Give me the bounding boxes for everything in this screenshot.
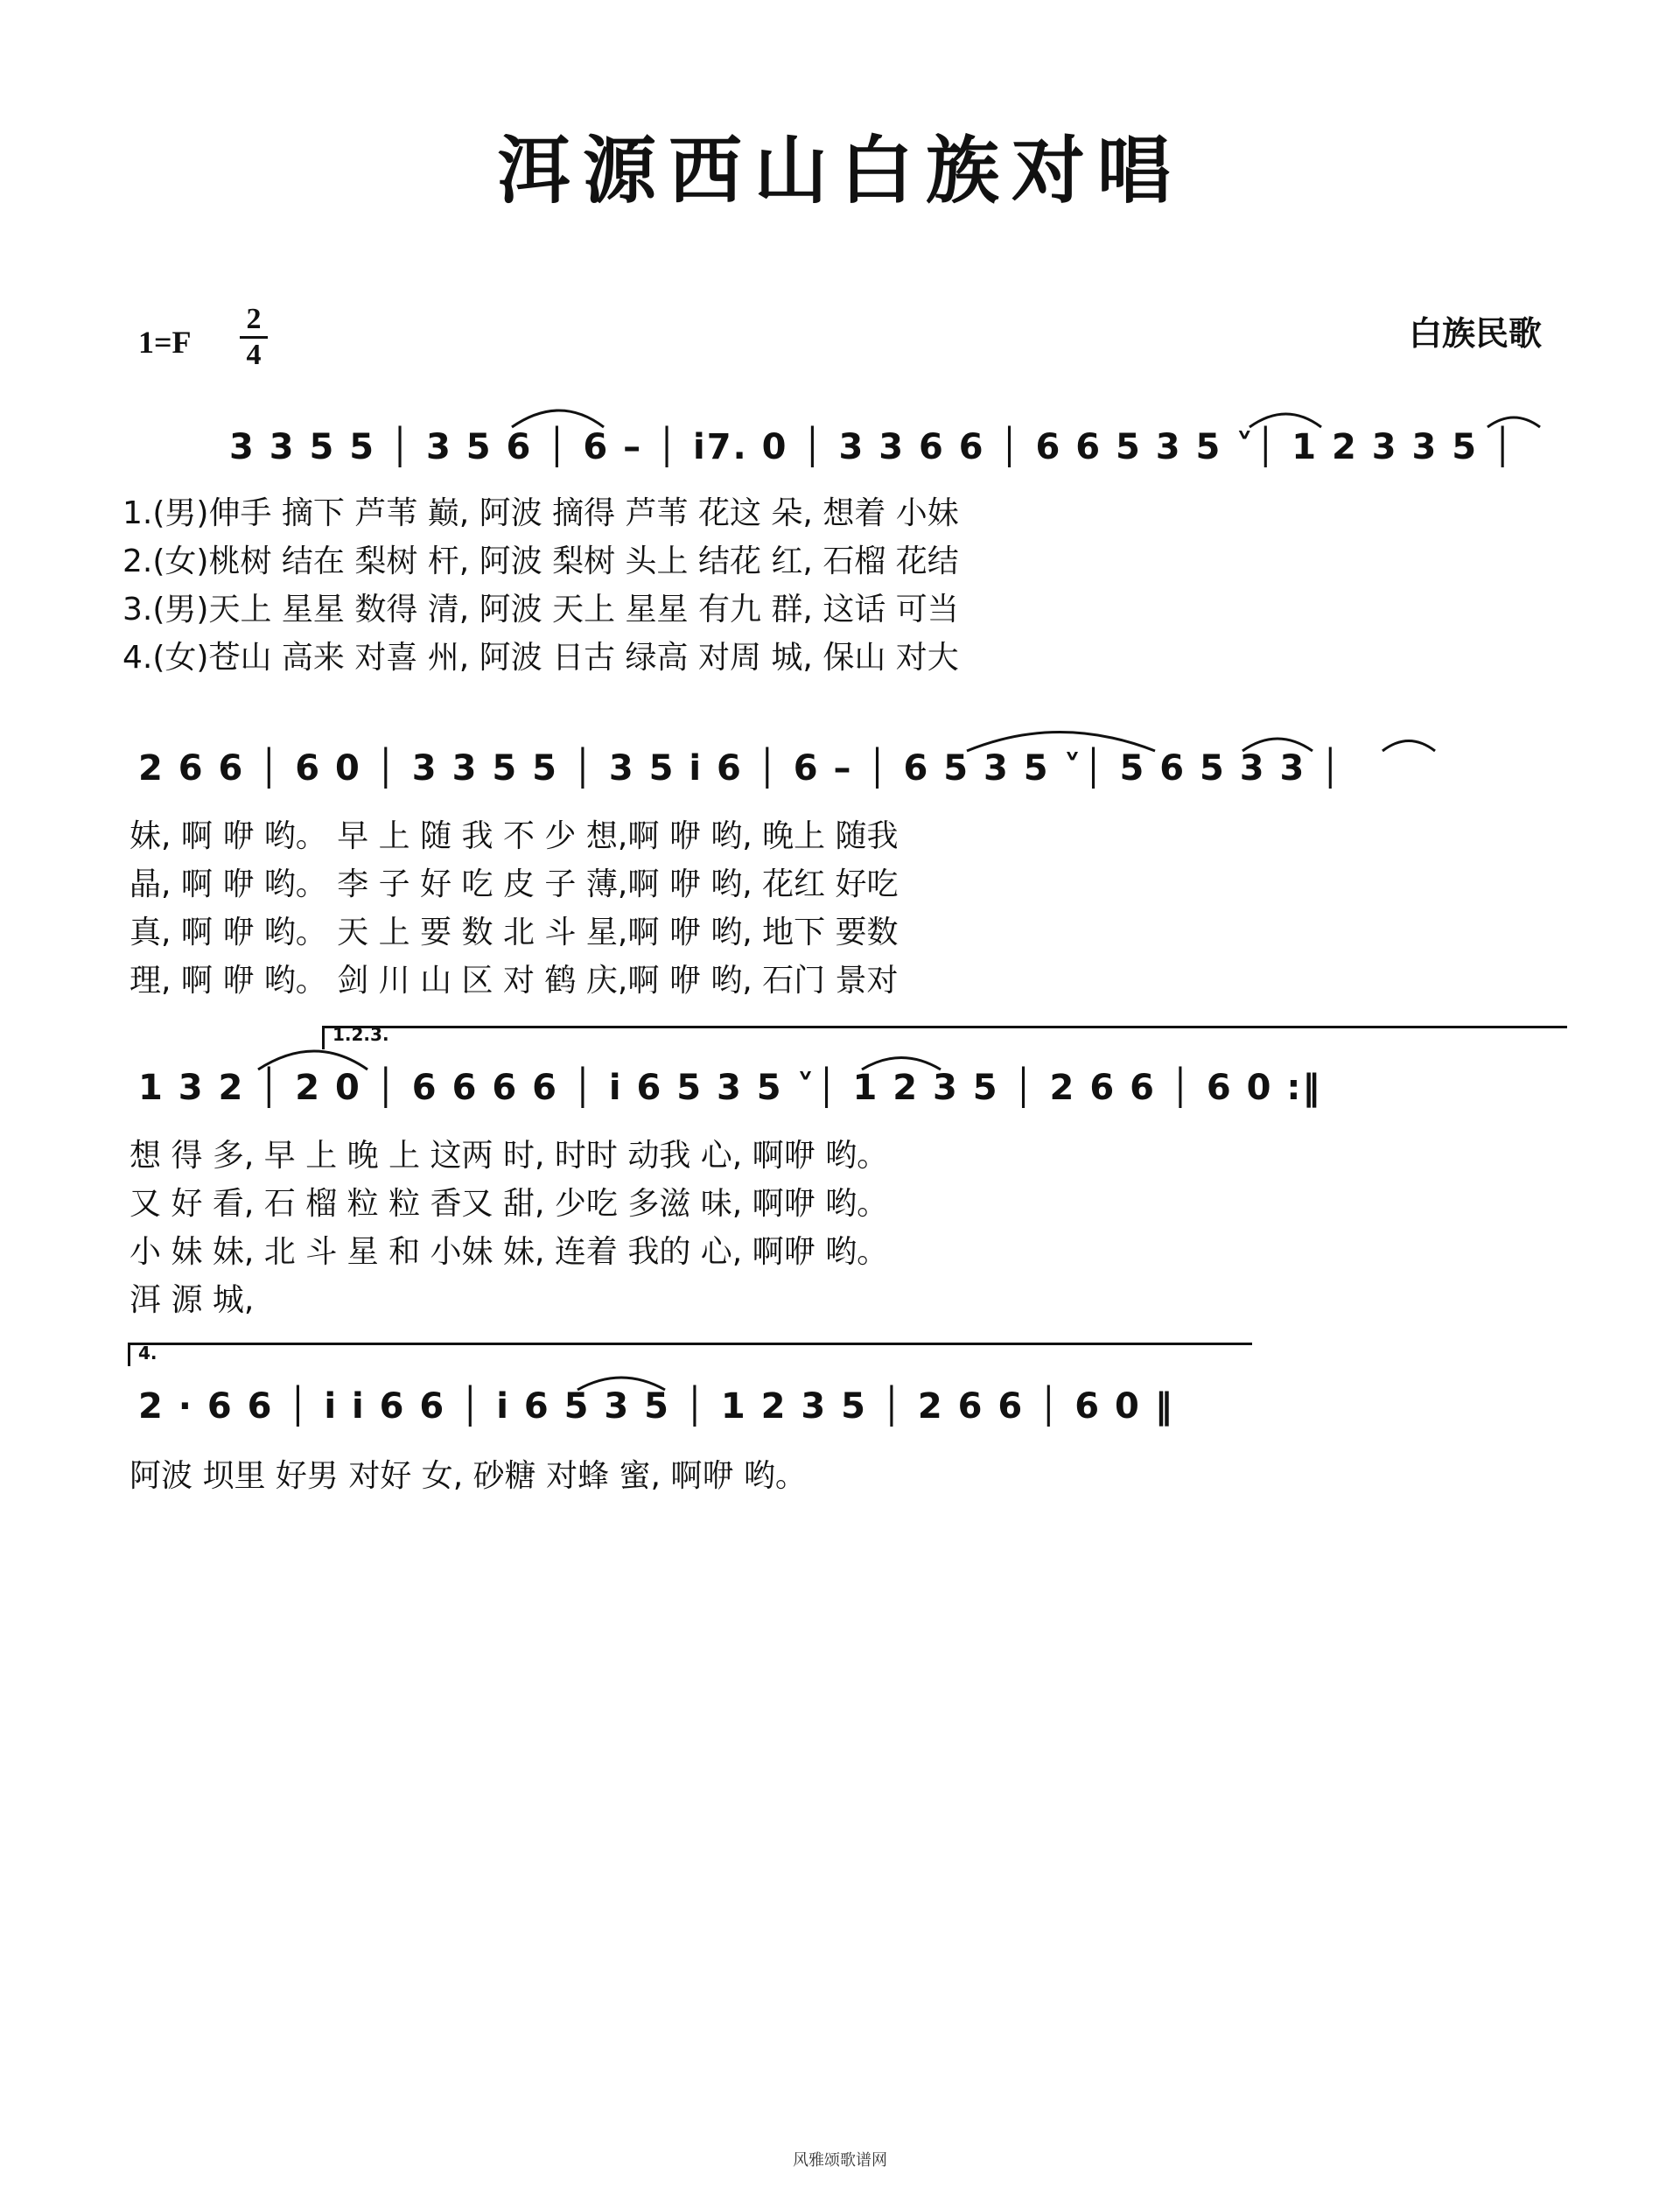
volta-label-1: 1.2.3. xyxy=(332,1024,389,1045)
slur-1 xyxy=(512,410,604,427)
system-2-verse-3: 真, 啊 咿 哟。 天 上 要 数 北 斗 星,啊 咿 哟, 地下 要数 xyxy=(130,915,899,950)
time-signature-top: 2 xyxy=(246,303,262,335)
system-3-verse-1: 想 得 多, 早 上 晚 上 这两 时, 时时 动我 心, 啊咿 哟。 xyxy=(130,1138,889,1174)
song-title: 洱源西山白族对唱 xyxy=(496,128,1183,214)
slur-8 xyxy=(862,1058,941,1070)
slur-9 xyxy=(578,1378,665,1390)
slur-6 xyxy=(1382,741,1435,752)
volta-label-2: 4. xyxy=(138,1343,158,1364)
system-2-verse-2: 晶, 啊 咿 哟。 李 子 好 吃 皮 子 薄,啊 咿 哟, 花红 好吃 xyxy=(130,866,899,902)
slur-4 xyxy=(967,733,1155,752)
system-1-notes: 3 3 5 5 │ 3 5 6 │ 6 – │ i7. 0 │ 3 3 6 6 │ 6 6 5 3 5 ˅│ 1 2 3 3 5 │ xyxy=(229,427,1516,467)
slur-3 xyxy=(1488,417,1540,427)
system-2-notes: 2 6 6 │ 6 0 │ 3 3 5 5 │ 3 5 i 6 │ 6 – │ 6 5 3 5 ˅│ 5 6 5 3 3 │ xyxy=(138,748,1343,789)
system-1-verse-4: 4.(女)苍山 高来 对喜 州, 阿波 日古 绿高 对周 城, 保山 对大 xyxy=(122,640,959,676)
system-1-verse-2: 2.(女)桃树 结在 梨树 杆, 阿波 梨树 头上 结花 红, 石榴 花结 xyxy=(122,543,959,579)
system-3-notes: 1 3 2 │ 2 0 │ 6 6 6 6 │ i 6 5 3 5 ˅│ 1 2 3 5 │ 2 6 6 │ 6 0 :‖ xyxy=(138,1068,1322,1108)
system-2-verse-4: 理, 啊 咿 哟。 剑 川 山 区 对 鹤 庆,啊 咿 哟, 石门 景对 xyxy=(130,963,899,999)
system-2-verse-1: 妹, 啊 咿 哟。 早 上 随 我 不 少 想,啊 咿 哟, 晚上 随我 xyxy=(130,818,899,854)
slur-7 xyxy=(258,1051,368,1069)
system-1-verse-3: 3.(男)天上 星星 数得 清, 阿波 天上 星星 有九 群, 这话 可当 xyxy=(122,592,959,628)
system-3-verse-3: 小 妹 妹, 北 斗 星 和 小妹 妹, 连着 我的 心, 啊咿 哟。 xyxy=(130,1234,889,1270)
slur-2 xyxy=(1250,414,1321,427)
time-signature-bottom: 4 xyxy=(246,339,262,371)
system-3-verse-2: 又 好 看, 石 榴 粒 粒 香又 甜, 少吃 多滋 味, 啊咿 哟。 xyxy=(130,1186,889,1222)
system-4-notes: 2 · 6 6 │ i i 6 6 │ i 6 5 3 5 │ 1 2 3 5 │ 2 6 6 │ 6 0 ‖ xyxy=(138,1386,1174,1427)
attribution: 白族民歌 xyxy=(1409,314,1543,353)
slur-5 xyxy=(1242,739,1312,751)
system-3-verse-4: 洱 源 城, xyxy=(130,1282,255,1318)
system-1-verse-1: 1.(男)伸手 摘下 芦苇 巅, 阿波 摘得 芦苇 花这 朵, 想着 小妹 xyxy=(122,495,959,531)
key-signature: 1=F xyxy=(138,325,192,360)
footer-source: 风雅颂歌谱网 xyxy=(793,2151,887,2170)
system-4-verse-1: 阿波 坝里 好男 对好 女, 砂糖 对蜂 蜜, 啊咿 哟。 xyxy=(130,1458,807,1494)
